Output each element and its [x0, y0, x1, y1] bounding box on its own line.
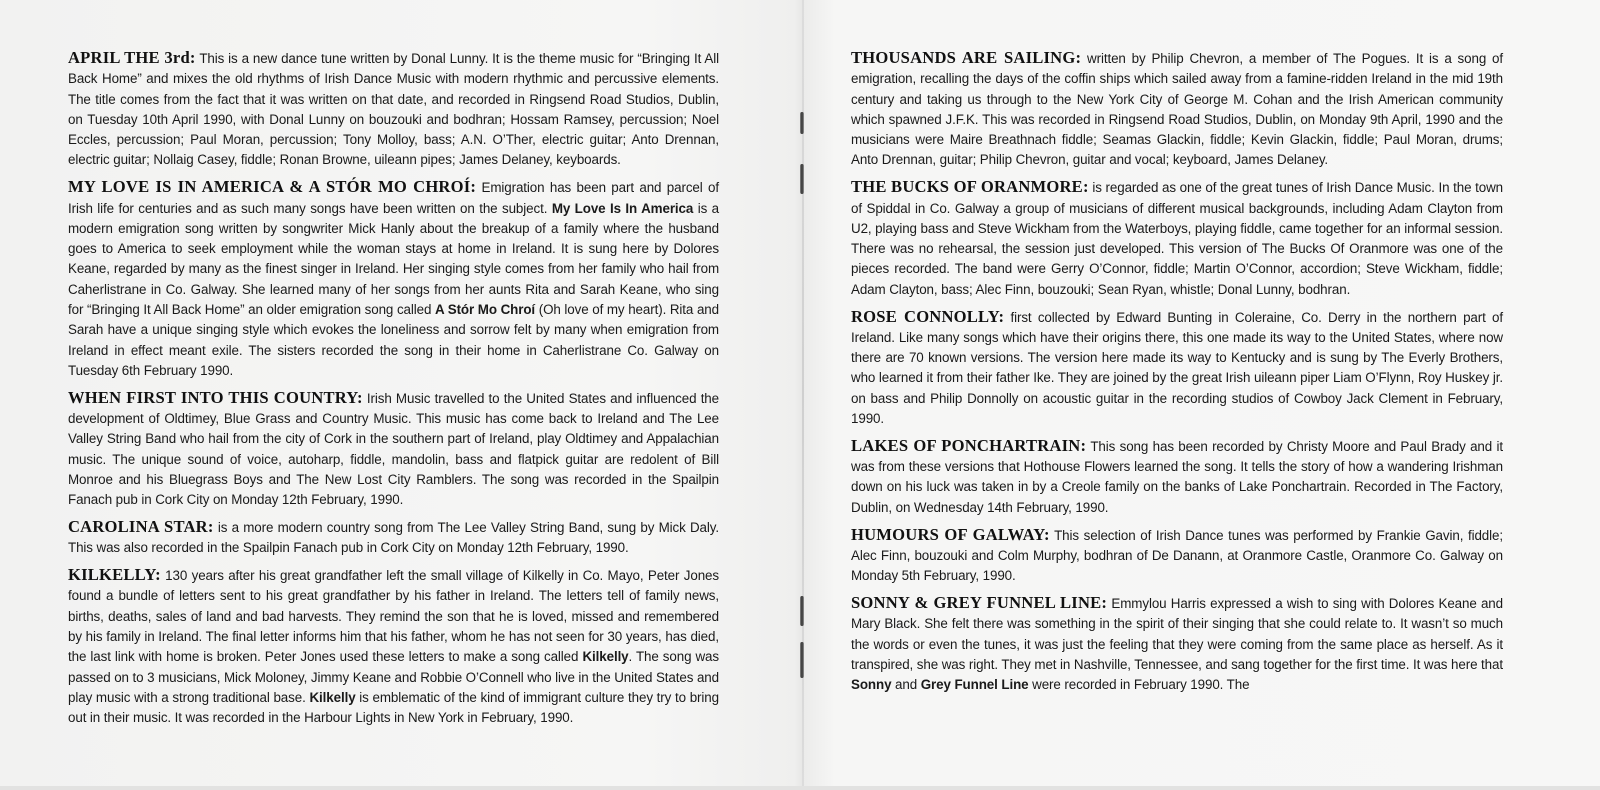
track-heading: ROSE CONNOLLY: — [851, 306, 1005, 326]
track-body: is regarded as one of the great tunes of Irish Dance Music. In the town of Spiddal in Co. Galway a group of musicians of different musical backgrounds, including Adam Clayton from U2, playing bass and Steve Wickham from the Waterboys, playing fiddle, came together for an informal session. There was no rehearsal, the session just developed. This version of The Bucks Of Oranmore was one of the pieces recorded. The band were Gerry O’Connor, fiddle; Martin O’Connor, accordion; Steve Wickham, fiddle; Adam Clayton, bass; Alec Finn, bouzouki; Sean Ryan, whistle; Donal Lunny, bodhran. — [851, 180, 1503, 297]
track-heading: SONNY & GREY FUNNEL LINE: — [851, 592, 1108, 612]
track-body: written by Philip Chevron, a member of The Pogues. It is a song of emigration, recalling the days of the coffin ships which sailed away from a famine-ridden Ireland in the mid 19th century and taking us through to the New York City of George M. Cohan and the Irish American community which spawned J.F.K. This was recorded in Ringsend Road Studios, Dublin, on Monday 9th April, 1990 and the musicians were Maire Breathnach fiddle; Seamas Glackin, fiddle; Kevin Glackin, fiddle; Paul Moran, drums; Anto Drennan, guitar; Philip Chevron, guitar and vocal; keyboard, James Delaney. — [851, 51, 1504, 168]
scan-bottom-edge — [0, 786, 1600, 790]
song-title-bold: A Stór Mo Chroí — [435, 302, 536, 318]
track-note-kilkelly — [68, 565, 719, 728]
song-title-bold: Grey Funnel Line — [920, 677, 1029, 693]
track-note-my-love-is-in-america — [68, 177, 719, 381]
left-page-text-column — [68, 48, 719, 735]
track-heading: LAKES OF PONCHARTRAIN: — [851, 435, 1087, 455]
track-note-sonny-and-grey-funnel-line — [851, 593, 1503, 695]
song-title-bold: Sonny — [851, 677, 892, 693]
track-note-carolina-star — [68, 517, 719, 559]
track-body: This selection of Irish Dance tunes was performed by Frankie Gavin, fiddle; Alec Finn, bouzouki and Colm Murphy, bodhran of De Danann, at Oranmore Castle, Oranmore Co. Galway on Monday 5th February, 1990. — [851, 527, 1503, 584]
track-body: This is a new dance tune written by Donal Lunny. It is the theme music for “Bringing It All Back Home” and mixes the old rhythms of Irish Dance Music with modern rhythmic and percussive elements. The title comes from the fact that it was written on that date, and recorded in Ringsend Road Studios, Dublin, on Tuesday 10th April 1990, with Donal Lunny on bouzouki and bodhran; Hossam Ramsey, percussion; Noel Eccles, percussion; Paul Moran, percussion; Tony Molloy, bass; A.N. O’Ther, electric guitar; Anto Drennan, electric guitar; Nollaig Casey, fiddle; Ronan Browne, uileann pipes; James Delaney, keyboards. — [68, 51, 719, 168]
track-heading: MY LOVE IS IN AMERICA & A STÓR MO CHROÍ: — [68, 177, 477, 197]
track-note-when-first-into-this-country — [68, 388, 719, 511]
staple-top-lower — [800, 164, 804, 194]
track-body: Emigration has been part and parcel of Irish life for centuries and as such many songs have been written on the subject. — [68, 180, 719, 216]
staple-bottom-lower — [800, 642, 804, 678]
staple-top-upper — [800, 112, 804, 134]
track-body: is a more modern country song from The Lee Valley String Band, sung by Mick Daly. This was also recorded in the Spailpin Fanach pub in Cork City on Monday 12th February, 1990. — [68, 520, 719, 556]
track-heading: THOUSANDS ARE SAILING: — [851, 48, 1082, 67]
track-body: is emblematic of the kind of immigrant culture they try to bring out in their music. It was recorded in the Harbour Lights in New York in February, 1990. — [68, 689, 719, 726]
track-body: first collected by Edward Bunting in Coleraine, Co. Derry in the northern part of Ireland. Like many songs which have their origins there, this one made its way to the United States, where now there are 70 known versions. The version here made its way to Kentucky and is sung by The Everly Brothers, who learned it from their father Ike. They are joined by the great Irish uileann piper Liam O’Flynn, Roy Huskey jr. on bass and Philip Donnolly on acoustic guitar in the recording studios of Cowboy Jack Clement in February, 1990. — [851, 309, 1503, 427]
track-body: 130 years after his great grandfather left the small village of Kilkelly in Co. Mayo, Peter Jones found a bundle of letters sent to his great grandfather by his father in Ireland. The letters tell of family news, births, deaths, sales of land and bad harvests. They remind the son that he is loved, missed and remembered by his family in Ireland. The final letter informs him that his father, whom he has not seen for 30 years, has died, the last link with home is broken. Peter Jones used these letters to make a song called — [68, 568, 719, 665]
track-body: (Oh love of my heart). Rita and Sarah have a unique singing style which evokes the loneliness and sorrow felt by many when emigration from Ireland in effect meant exile. The sisters recorded the song in their home in Caherlistrane Co. Galway on Tuesday 6th February 1990. — [68, 302, 719, 378]
track-note-humours-of-galway — [851, 525, 1503, 587]
track-heading: CAROLINA STAR: — [68, 517, 214, 537]
track-body: This song has been recorded by Christy Moore and Paul Brady and it was from these versions that Hothouse Flowers learned the song. It tells the story of how a wandering Irishman down on his luck was taken in by a Creole family on the banks of Lake Ponchartrain. Recorded in The Factory, Dublin, on Wednesday 14th February, 1990. — [851, 438, 1503, 515]
track-heading: THE BUCKS OF ORANMORE: — [851, 177, 1089, 197]
track-note-the-bucks-of-oranmore — [851, 177, 1503, 300]
track-note-lakes-of-ponchartrain — [851, 436, 1503, 518]
track-body: and — [891, 677, 921, 693]
staple-bottom-upper — [800, 596, 804, 626]
track-note-thousands-are-sailing — [851, 48, 1503, 171]
right-page-text-column — [851, 48, 1503, 702]
track-body: Irish Music travelled to the United States and influenced the development of Oldtimey, Blue Grass and Country Music. This music has come back to Ireland and The Lee Valley String Band who hail from the city of Cork in the southern part of Ireland, play Oldtimey and Appalachian music. The unique sound of voice, autoharp, fiddle, mandolin, bass and flatpick guitar are redolent of Bill Monroe and his Bluegrass Boys and The New Lost City Ramblers. The song was recorded in the Spailpin Fanach pub in Cork City on Monday 12th February, 1990. — [68, 390, 720, 508]
track-heading: WHEN FIRST INTO THIS COUNTRY: — [68, 387, 363, 407]
track-body: Emmylou Harris expressed a wish to sing with Dolores Keane and Mary Black. She felt there was something in the spirit of their singing that she could relate to. It wasn’t so much the words or even the tunes, it was just the feeling that they were coming from the same place as herself. As it transpired, she was right. They met in Nashville, Tennessee, and sang together for the first time. It was here that — [851, 595, 1504, 672]
track-body: were recorded in February 1990. The — [1028, 677, 1250, 693]
track-heading: KILKELLY: — [68, 565, 161, 585]
track-body: is a modern emigration song written by songwriter Mick Hanly about the breakup of a family where the husband goes to America to seek employment while the woman stays at home in Ireland. It is sung here by Dolores Keane, regarded by many as the finest singer in Ireland. Her singing style comes from her family who hail from Caherlistrane in Co. Galway. She learned many of her songs from her aunts Rita and Sarah Keane, who sing for “Bringing It All Back Home” an older emigration song called — [68, 200, 719, 318]
song-title-bold: Kilkelly — [309, 689, 356, 705]
track-heading: HUMOURS OF GALWAY: — [851, 524, 1050, 544]
track-body: . The song was passed on to 3 musicians, Mick Moloney, Jimmy Keane and Robbie O’Connell who live in the United States and play music with a strong traditional base. — [68, 649, 720, 705]
song-title-bold: Kilkelly — [582, 649, 629, 665]
song-title-bold: My Love Is In America — [551, 200, 694, 216]
track-note-april-the-3rd — [68, 48, 719, 171]
track-note-rose-connolly — [851, 307, 1503, 430]
track-heading: APRIL THE 3rd: — [68, 48, 196, 67]
